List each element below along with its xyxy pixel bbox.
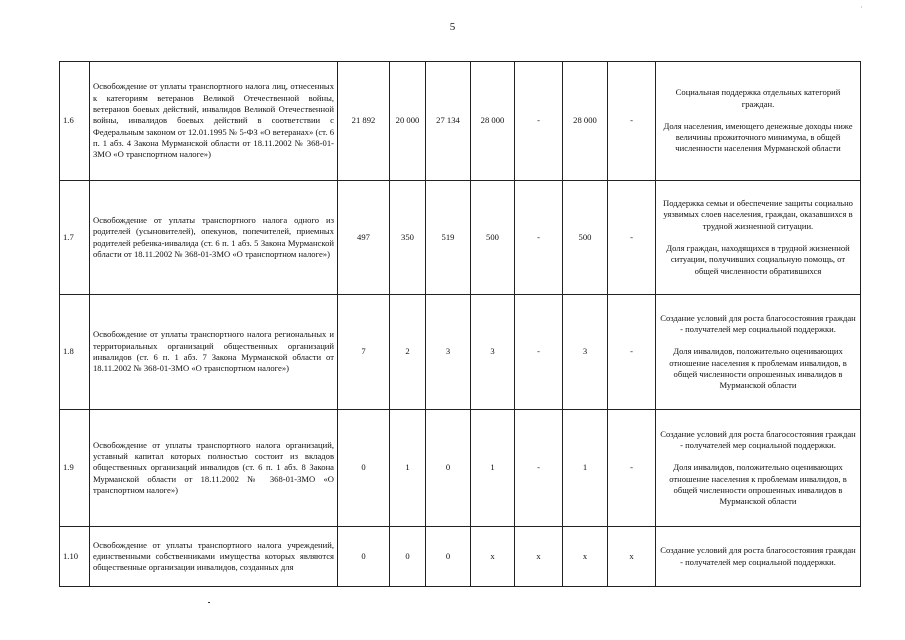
row-description: Освобождение от уплаты транспортного налога учреждений, единственными собственниками имущества которых являются общественные организации инвалидов, созданных для xyxy=(90,527,338,587)
value-cell: 500 xyxy=(471,181,515,295)
row-description: Освобождение от уплаты транспортного налога лиц, отнесенных к категориям ветеранов Великой Отечественной войны, ветеранов боевых действий, инвалидов Великой Отечественной войны, инвалидов боевых действий в соответствии с Федеральным законом от 12.01.1995 № 5-ФЗ «О ветеранах» (ст. 6 п. 1 абз. 4 Закона Мурманской области от 18.11.2002 № 368-01-ЗМО «О транспортном налоге») xyxy=(90,62,338,181)
value-cell: - xyxy=(608,295,656,410)
value-cell: 2 xyxy=(390,295,426,410)
value-cell: 21 892 xyxy=(338,62,390,181)
row-description: Освобождение от уплаты транспортного налога региональных и территориальных организаций общественных организаций инвалидов (ст. 6 п. 1 абз. 7 Закона Мурманской области от 18.11.2002 № 368-01-ЗМО «О транспортном налоге») xyxy=(90,295,338,410)
indicator-text: Доля инвалидов, положительно оценивающих отношение населения к проблемам инвалидов, в общей численности опрошенных инвалидов в Мурманской области xyxy=(669,346,847,391)
page-number: 5 xyxy=(449,21,456,33)
value-cell: 27 134 xyxy=(426,62,471,181)
table-row xyxy=(60,181,861,295)
table-row xyxy=(60,62,861,181)
value-cell: 3 xyxy=(471,295,515,410)
corner-mark: · xyxy=(860,3,863,12)
value-cell: - xyxy=(608,62,656,181)
value-cell: - xyxy=(515,181,563,295)
value-cell: 0 xyxy=(338,527,390,587)
value-cell: 0 xyxy=(338,410,390,527)
goal-text: Создание условий для роста благосостояния граждан - получателей мер социальной поддержки. xyxy=(660,428,856,450)
indicator-text: Доля граждан, находящихся в трудной жизненной ситуации, получивших социальную помощь, от общей численности обратившихся xyxy=(666,243,850,276)
value-cell: 3 xyxy=(563,295,608,410)
value-cell: - xyxy=(515,295,563,410)
table-row xyxy=(60,527,861,587)
value-cell: 0 xyxy=(426,527,471,587)
goal-text: Создание условий для роста благосостояния граждан - получателей мер социальной поддержки. xyxy=(660,312,856,334)
value-cell: - xyxy=(515,410,563,527)
indicator-text: Доля населения, имеющего денежные доходы ниже величины прожиточного минимума, в общей численности населения Мурманской области xyxy=(663,120,853,154)
value-cell: x xyxy=(563,527,608,587)
value-cell: - xyxy=(608,410,656,527)
value-cell: x xyxy=(608,527,656,587)
indicator-text: Доля инвалидов, положительно оценивающих отношение населения к проблемам инвалидов, в общей численности опрошенных инвалидов в Мурманской области xyxy=(669,462,847,507)
value-cell: 20 000 xyxy=(390,62,426,181)
row-number: 1.10 xyxy=(60,527,90,587)
value-cell: 7 xyxy=(338,295,390,410)
table-row xyxy=(60,295,861,410)
value-cell: 500 xyxy=(563,181,608,295)
goal-text: Поддержка семьи и обеспечение защиты социально уязвимых слоев населения, граждан, оказавшихся в трудной жизненной ситуации. xyxy=(663,198,853,231)
row-number: 1.8 xyxy=(60,295,90,410)
goal-cell xyxy=(656,295,861,410)
value-cell: 350 xyxy=(390,181,426,295)
value-cell: 28 000 xyxy=(471,62,515,181)
value-cell: 0 xyxy=(426,410,471,527)
value-cell: 28 000 xyxy=(563,62,608,181)
goal-cell xyxy=(656,527,861,587)
value-cell: 3 xyxy=(426,295,471,410)
row-number: 1.6 xyxy=(60,62,90,181)
goal-text: Социальная поддержка отдельных категорий граждан. xyxy=(675,87,841,109)
goal-text: Создание условий для роста благосостояния граждан - получателей мер социальной поддержки. xyxy=(660,545,856,567)
value-cell: 1 xyxy=(390,410,426,527)
value-cell: 519 xyxy=(426,181,471,295)
value-cell: x xyxy=(471,527,515,587)
goal-cell xyxy=(656,62,861,181)
row-number: 1.7 xyxy=(60,181,90,295)
value-cell: 0 xyxy=(390,527,426,587)
row-description: Освобождение от уплаты транспортного налога одного из родителей (усыновителей), опекунов, попечителей, приемных родителей ребенка-инвалида (ст. 6 п. 1 абз. 5 Закона Мурманской области от 18.11.2002 № 368-01-ЗМО «О транспортном налоге») xyxy=(90,181,338,295)
value-cell: 497 xyxy=(338,181,390,295)
table-row xyxy=(60,410,861,527)
value-cell: - xyxy=(608,181,656,295)
value-cell: 1 xyxy=(471,410,515,527)
goal-cell xyxy=(656,181,861,295)
scan-speck xyxy=(208,602,210,603)
goal-cell xyxy=(656,410,861,527)
value-cell: - xyxy=(515,62,563,181)
value-cell: 1 xyxy=(563,410,608,527)
row-description: Освобождение от уплаты транспортного налога организаций, уставный капитал которых полностью состоит из вкладов общественных организаций инвалидов (ст. 6 п. 1 абз. 8 Закона Мурманской области от 18.11.2002 № 368-01-ЗМО «О транспортном налоге») xyxy=(90,410,338,527)
benefits-table xyxy=(59,61,861,587)
row-number: 1.9 xyxy=(60,410,90,527)
value-cell: x xyxy=(515,527,563,587)
